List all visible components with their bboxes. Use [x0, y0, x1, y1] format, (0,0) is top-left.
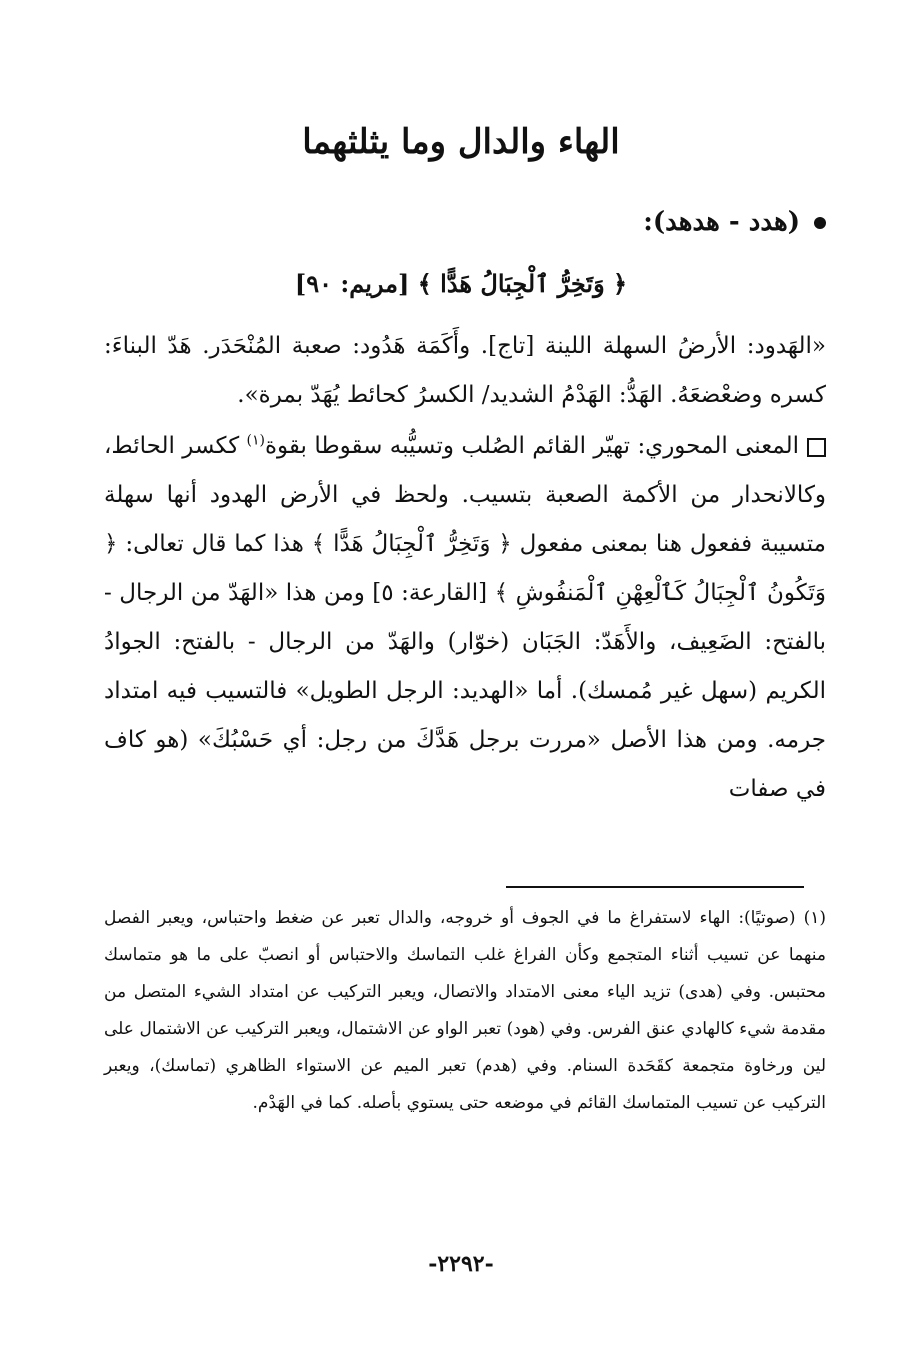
- square-marker-icon: [807, 438, 826, 457]
- footnote-divider: [506, 886, 804, 888]
- entry-heading-text: (هدد - هدهد):: [643, 207, 800, 237]
- meaning-label: المعنى المحوري:: [637, 433, 799, 459]
- meaning-rest: ككسر الحائط، وكالانحدار من الأكمة الصعبة بتسيب. ولحظ في الأرض الهدود أنها سهلة متسيبة ففعول هنا بمعنى مفعول ﴿ وَتَخِرُّ ٱلْجِبَالُ هَدًّا ﴾ هذا كما قال تعالى: ﴿ وَتَكُونُ ٱلْجِبَالُ كَٱلْعِهْنِ ٱلْمَنفُوشِ ﴾ [القارعة: ٥] ومن هذا «الهَدّ من الرجال - بالفتح: الضَعِيف، والأَهَدّ: الجَبَان (خوّار) والهَدّ من الرجال - بالفتح: الجوادُ الكريم (سهل غير مُمسك). أما «الهديد: الرجل الطويل» فالتسيب فيه امتداد جرمه. ومن هذا الأصل «مررت برجل هَدَّكَ من رجل: أي حَسْبُكَ» (هو كاف في صفات: [104, 433, 826, 802]
- entry-heading: [126, 200, 826, 244]
- footnote: [104, 900, 826, 1122]
- meaning-paragraph: [104, 422, 826, 814]
- definitions-paragraph: «الهَدود: الأرضُ السهلة اللينة [تاج]. وأَكَمَة هَدُود: صعبة المُنْحَدَر. هَدّ البناءَ: كسره وضعْضعَهُ. الهَدُّ: الهَدْمُ الشديد/ الكسرُ كحائط يُهَدّ بمرة».: [104, 333, 826, 408]
- footnote-reference[interactable]: (١): [246, 432, 265, 449]
- body-text: [104, 322, 826, 814]
- quran-verse: ﴿ وَتَخِرُّ ٱلْجِبَالُ هَدًّا ﴾ [مريم: ٩٠]: [294, 269, 628, 298]
- meaning-text: تهيّر القائم الصُلب وتسيُّبه سقوطا بقوة: [264, 433, 631, 459]
- bullet-icon: [814, 217, 826, 229]
- footnote-text: (صوتيًا): الهاء لاستفراغ ما في الجوف أو خروجه، والدال تعبر عن ضغط واحتباس، ويعبر الفصل منهما عن تسيب أثناء المتجمع وكأن الفراغ غلب التماسك والاحتباس أو انصبّ على ما هو متماسك محتبس. وفي (هدى) تزيد الياء معنى الامتداد والاتصال، ويعبر التركيب عن امتداد الشيء المتصل من مقدمة شيء كالهادي عنق الفرس. وفي (هود) تعبر الواو عن الاشتمال، ويعبر التركيب عن الاشتمال على لين ورخاوة متجمعة كقَحَدة السنام. وفي (هدم) تعبر الميم عن الاستواء الظاهري (تماسك)، ويعبر التركيب عن تسيب المتماسك القائم في موضعه حتى يستوي بأصله. كما في الهَدْم.: [104, 908, 826, 1113]
- page-number: -٢٢٩٢-: [428, 1251, 494, 1277]
- chapter-title: الهاء والدال وما يثلثهما: [302, 122, 620, 162]
- footnote-number: (١): [803, 908, 826, 928]
